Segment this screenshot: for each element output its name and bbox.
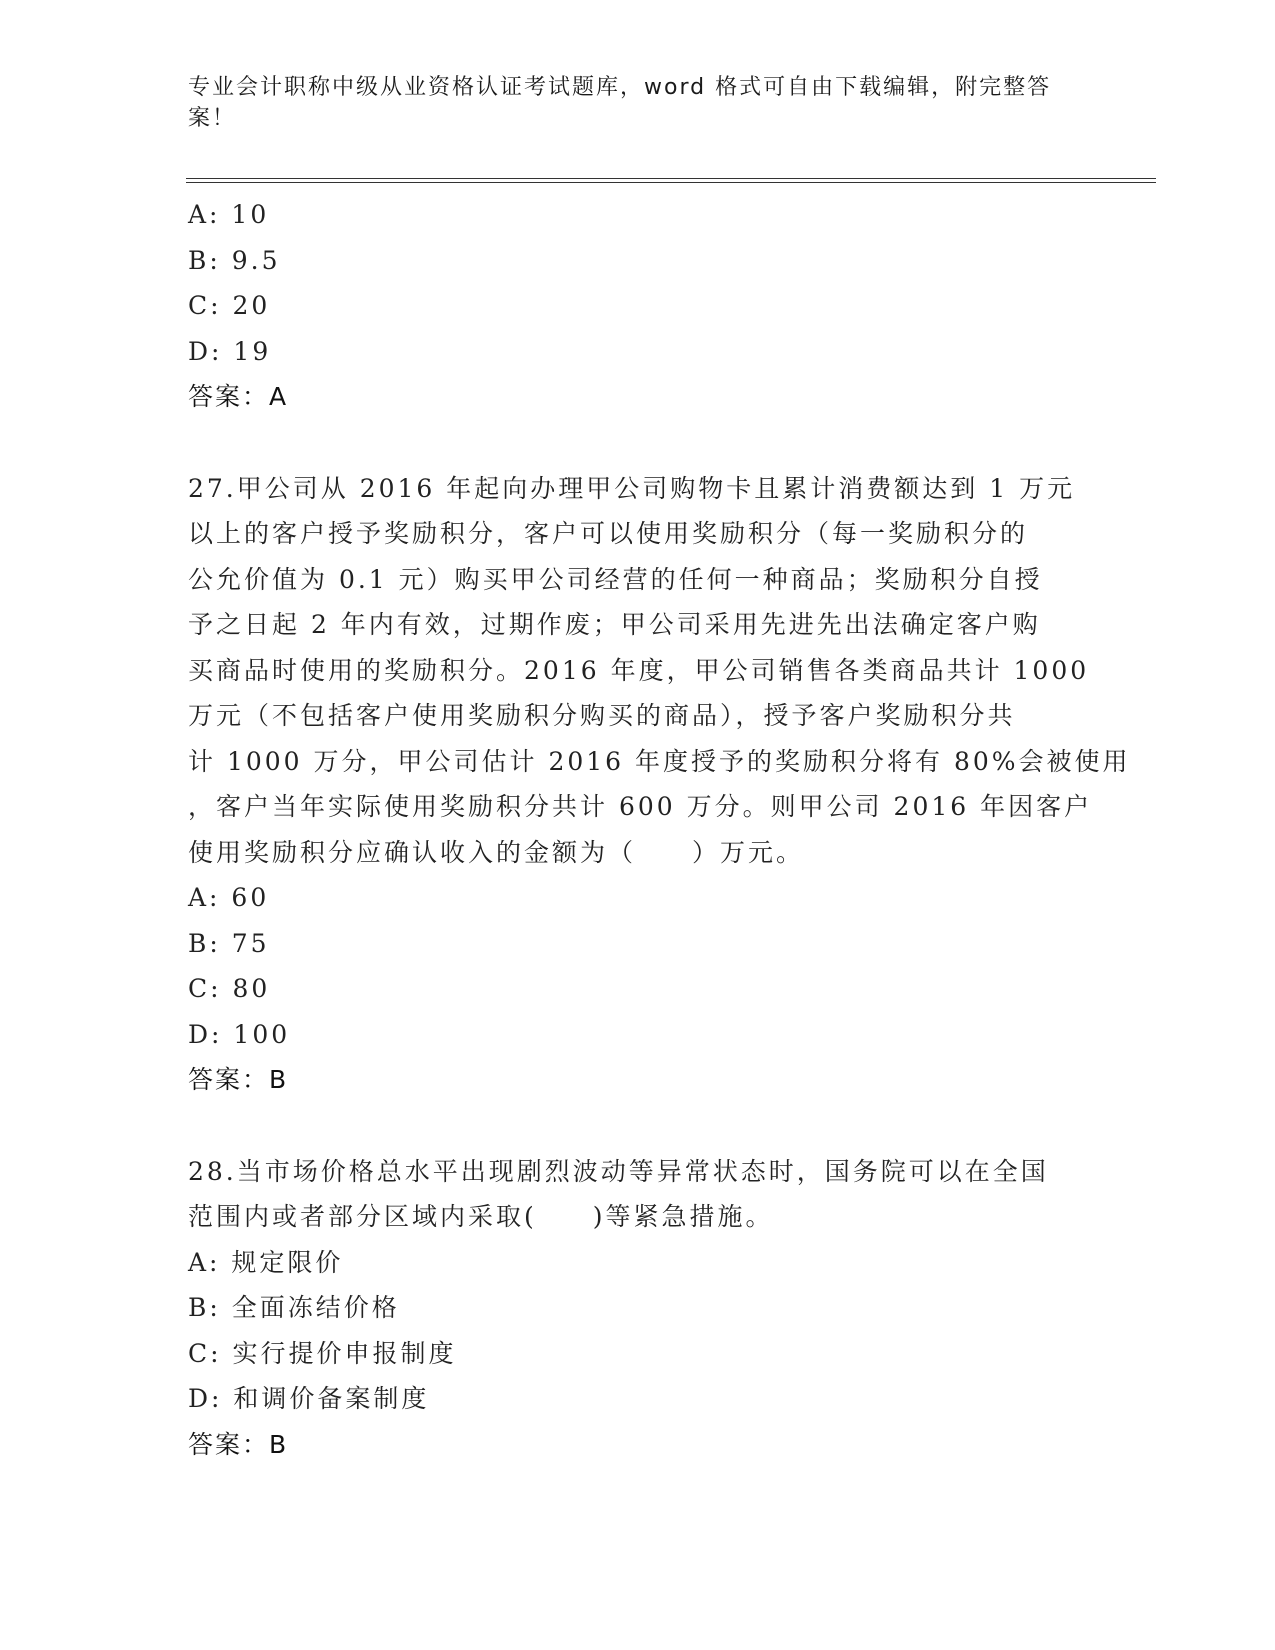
question-text-line: 范围内或者部分区域内采取( )等紧急措施。 bbox=[188, 1202, 774, 1231]
question-text-line: 公允价值为 0.1 元）购买甲公司经营的任何一种商品；奖励积分自授 bbox=[188, 564, 1043, 594]
option-c: C: 80 bbox=[188, 974, 271, 1003]
question-text-line: 以上的客户授予奖励积分，客户可以使用奖励积分（每一奖励积分的 bbox=[188, 519, 1029, 548]
option-b: B: 75 bbox=[188, 928, 270, 958]
question-text-line: 28.当市场价格总水平出现剧烈波动等异常状态时，国务院可以在全国 bbox=[188, 1156, 1049, 1186]
option-b: B: 全面冻结价格 bbox=[188, 1293, 400, 1322]
option-a: A: 60 bbox=[188, 883, 270, 912]
question-28-options bbox=[188, 1240, 1088, 1468]
question-text-line: 计 1000 万分，甲公司估计 2016 年度授予的奖励积分将有 80%会被使用 bbox=[188, 746, 1131, 776]
option-a: A: 规定限价 bbox=[188, 1247, 344, 1277]
option-d: D: 和调价备案制度 bbox=[188, 1384, 430, 1413]
answer-line: 答案：B bbox=[188, 1429, 289, 1459]
question-text-line: 予之日起 2 年内有效，过期作废；甲公司采用先进先出法确定客户购 bbox=[188, 610, 1041, 639]
question-content bbox=[188, 192, 1131, 1467]
header-divider-bottom bbox=[186, 182, 1156, 183]
header-divider-top bbox=[186, 178, 1156, 179]
question-text-line: 万元（不包括客户使用奖励积分购买的商品），授予客户奖励积分共 bbox=[188, 701, 1016, 730]
option-c: C: 实行提价申报制度 bbox=[188, 1338, 457, 1368]
question-text-line: 27.甲公司从 2016 年起向办理甲公司购物卡且累计消费额达到 1 万元 bbox=[188, 473, 1076, 503]
option-d: D: 19 bbox=[188, 336, 272, 366]
header-line-2: 案！ bbox=[188, 106, 237, 131]
header-line-1: 专业会计职称中级从业资格认证考试题库，word 格式可自由下载编辑，附完整答 bbox=[188, 75, 1052, 100]
question-27-options bbox=[188, 875, 1088, 1103]
question-28 bbox=[188, 1149, 1088, 1240]
answer-line: 答案：A bbox=[188, 382, 289, 411]
option-a: A: 10 bbox=[188, 200, 270, 229]
question-text-line: 使用奖励积分应确认收入的金额为（ ）万元。 bbox=[188, 837, 805, 867]
option-b: B: 9.5 bbox=[188, 245, 281, 275]
document-header bbox=[188, 72, 1068, 134]
question-27 bbox=[188, 466, 1131, 876]
question-text-line: ，客户当年实际使用奖励积分共计 600 万分。则甲公司 2016 年因客户 bbox=[188, 792, 1093, 821]
prev-question-block bbox=[188, 192, 1088, 420]
option-d: D: 100 bbox=[188, 1019, 291, 1049]
option-c: C: 20 bbox=[188, 291, 271, 320]
answer-line: 答案：B bbox=[188, 1065, 289, 1094]
question-text-line: 买商品时使用的奖励积分。2016 年度，甲公司销售各类商品共计 1000 bbox=[188, 655, 1090, 685]
